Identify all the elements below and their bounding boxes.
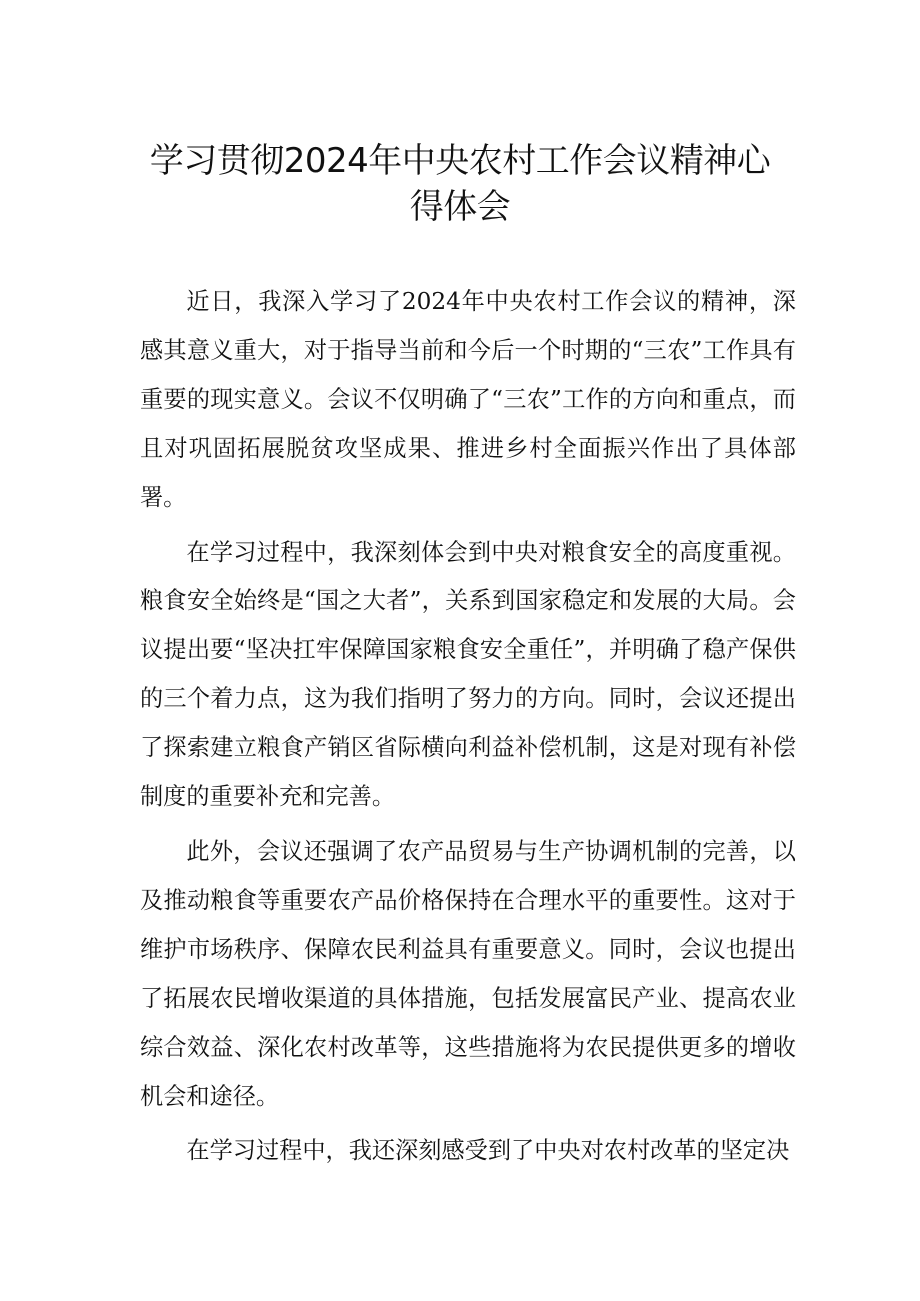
paragraph-3: 此外，会议还强调了农产品贸易与生产协调机制的完善，以及推动粮食等重要农产品价格保持在合理水平的重要性。这对于维护市场秩序、保障农民利益具有重要意义。同时，会议也提出了拓展农民增收渠道的具体措施，包括发展富民产业、提高农业综合效益、深化农村改革等，这些措施将为农民提供更多的增收机会和途径。 [140, 837, 796, 1110]
paragraph-1: 近日，我深入学习了2024年中央农村工作会议的精神，深感其意义重大，对于指导当前和今后一个时期的“三农”工作具有重要的现实意义。会议不仅明确了“三农”工作的方向和重点，而且对巩固拓展脱贫攻坚成果、推进乡村全面振兴作出了具体部署。 [140, 288, 796, 511]
paragraph-4: 在学习过程中，我还深刻感受到了中央对农村改革的坚定决 [186, 1137, 790, 1165]
document-body [140, 278, 796, 1182]
document-title [140, 138, 780, 230]
title-line-2: 得体会 [409, 187, 511, 227]
paragraph-2: 在学习过程中，我深刻体会到中央对粮食安全的高度重视。粮食安全始终是“国之大者”，关系到国家稳定和发展的大局。会议提出要“坚决扛牢保障国家粮食安全重任”，并明确了稳产保供的三个着力点，这为我们指明了努力的方向。同时，会议还提出了探索建立粮食产销区省际横向利益补偿机制，这是对现有补偿制度的重要补充和完善。 [140, 538, 796, 811]
title-line-1: 学习贯彻2024年中央农村工作会议精神心 [149, 141, 771, 181]
